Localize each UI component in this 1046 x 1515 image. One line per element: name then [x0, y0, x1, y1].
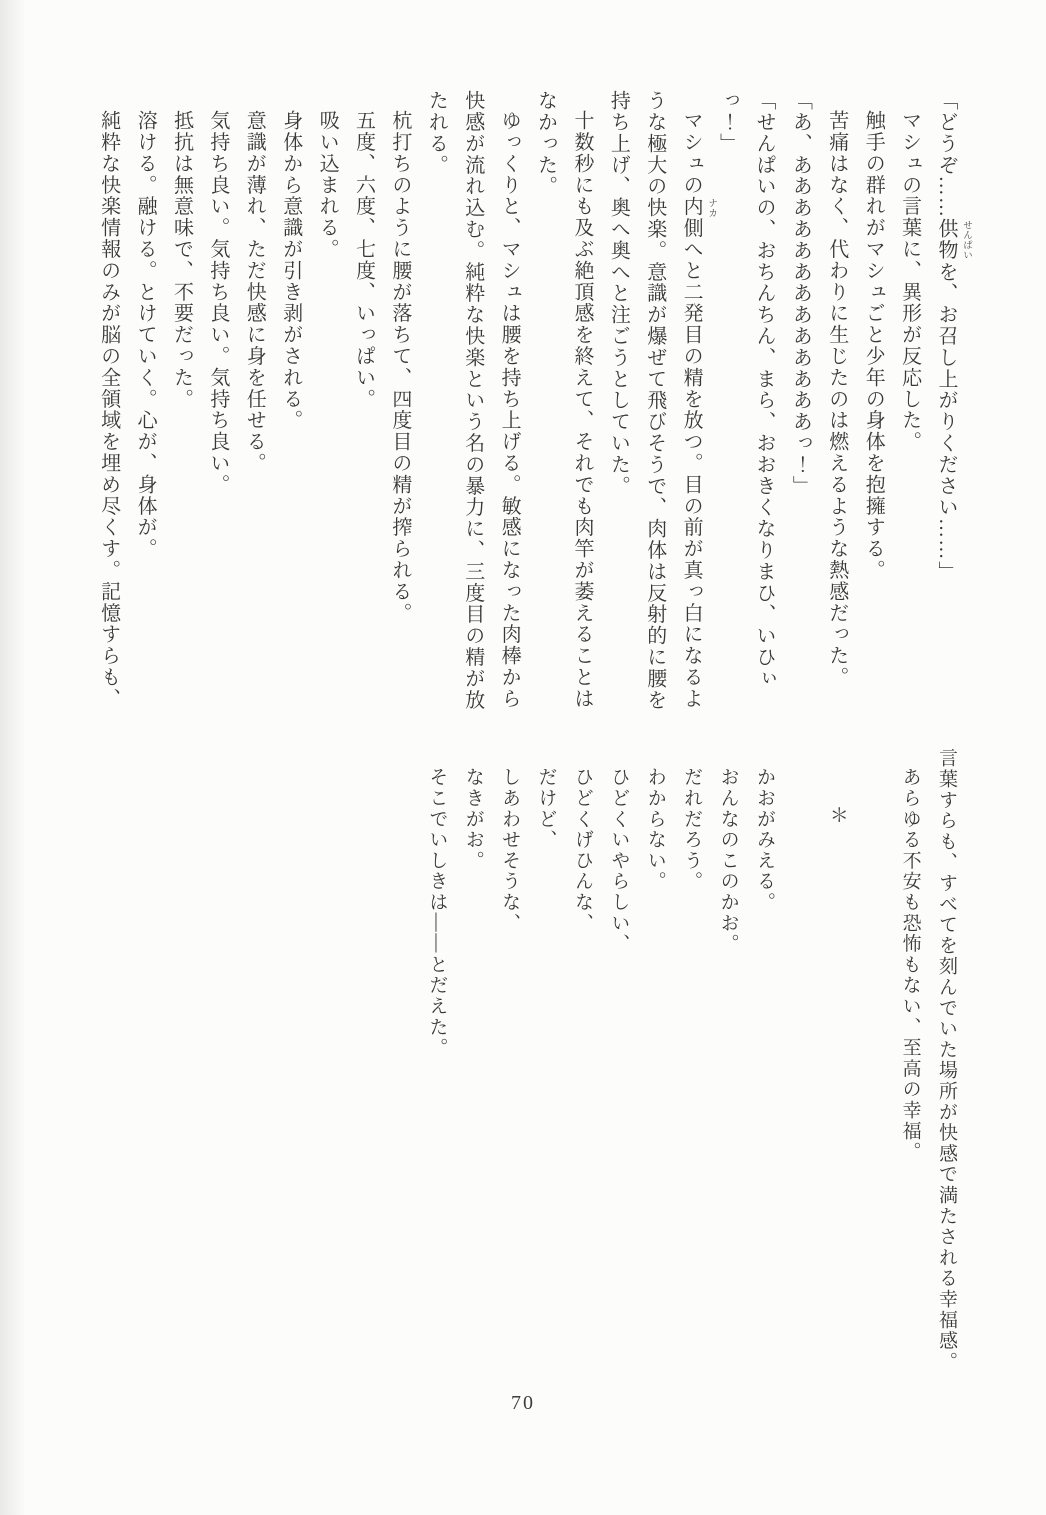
text-column: [855, 748, 891, 1376]
page-edge-shadow: [0, 0, 26, 1515]
text-column: っ！」: [716, 90, 739, 155]
main-text-section: [90, 90, 971, 714]
text-column: あらゆる不安も恐怖もない、至高の幸福。: [899, 767, 921, 1163]
text-column: 持ち上げ、奥へ奥へと注ごうとしていた。: [607, 90, 630, 497]
text-column: 「せんぱいの、おちんちん、まら、おおきくなりまひ、いひぃ: [752, 90, 775, 690]
text-column: 溶ける。融ける。とけていく。心が、身体が。: [134, 110, 157, 560]
text-column: 吸い込まれる。: [316, 110, 339, 260]
furigana: せんぱい: [961, 220, 971, 261]
text-column: 快感が流れ込む。純粋な快楽という名の暴力に、三度目の精が放: [461, 90, 484, 711]
text-column: だれだろう。: [681, 767, 703, 892]
text-column: しあわせそうな、: [499, 767, 521, 934]
text-column: [782, 748, 818, 1376]
text-column: そこでいしきは――とだえた。: [426, 767, 448, 1059]
text-column: 意識が薄れ、ただ快感に身を任せる。: [243, 110, 266, 474]
text-column: 「どうぞ……供物 せんぱい を、お召し上がりください……」: [935, 90, 971, 583]
text-column: たれる。: [425, 90, 448, 176]
ruby-annotated-word: 内側 ナカ: [680, 195, 717, 239]
text-column: かおがみえる。: [753, 767, 775, 913]
text-column: 抵抗は無意味で、不要だった。: [170, 110, 193, 410]
text-column: 十数秒にも及ぶ絶頂感を終えて、それでも肉竿が萎えることは: [570, 110, 593, 710]
text-column: 触手の群れがマシュごと少年の身体を抱擁する。: [862, 110, 885, 581]
text-column: だけど、: [535, 767, 557, 851]
text-column: ひどくいやらしい、: [608, 767, 630, 955]
text-column: 身体から意識が引き剥がされる。: [279, 110, 302, 431]
text-column: ゆっくりと、マシュは腰を持ち上げる。敏感になった肉棒から: [498, 110, 521, 710]
text-column: 「あ、あああああああああああああっ！」: [789, 90, 812, 497]
text-column: なきがお。: [462, 767, 484, 871]
dream-text-section: [418, 748, 964, 1376]
text-column: 気持ち良い。気持ち良い。気持ち良い。: [206, 110, 229, 496]
text-column: 純粋な快楽情報のみが脳の全領域を埋め尽くす。記憶すらも、: [97, 110, 120, 710]
text-column: うな極大の快楽。意識が爆ぜて飛びそうで、肉体は反射的に腰を: [643, 90, 666, 711]
text-column: マシュの言葉に、異形が反応した。: [898, 110, 921, 453]
text-column: 言葉すらも、すべてを刻んでいた場所が快感で満たされる幸福感。: [936, 748, 957, 1372]
ruby-annotated-word: 供物 せんぱい: [935, 218, 971, 262]
text-column: マシュの内側 ナカ へと二発目の精を放つ。目の前が真っ白になるよ: [680, 110, 717, 710]
text-column: わからない。: [644, 767, 666, 892]
page-number: 70: [511, 1392, 535, 1414]
furigana: ナカ: [706, 197, 717, 218]
text-column: なかった。: [534, 90, 557, 197]
text-column: ＊: [826, 805, 848, 826]
text-column: ひどくげひんな、: [571, 767, 593, 934]
text-column: 杭打ちのように腰が落ちて、四度目の精が搾られる。: [388, 110, 411, 624]
text-column: 五度、六度、七度、いっぱい。: [352, 110, 375, 410]
text-column: 苦痛はなく、代わりに生じたのは燃えるような熱感だった。: [825, 110, 848, 688]
text-column: おんなのこのかお。: [717, 767, 739, 955]
